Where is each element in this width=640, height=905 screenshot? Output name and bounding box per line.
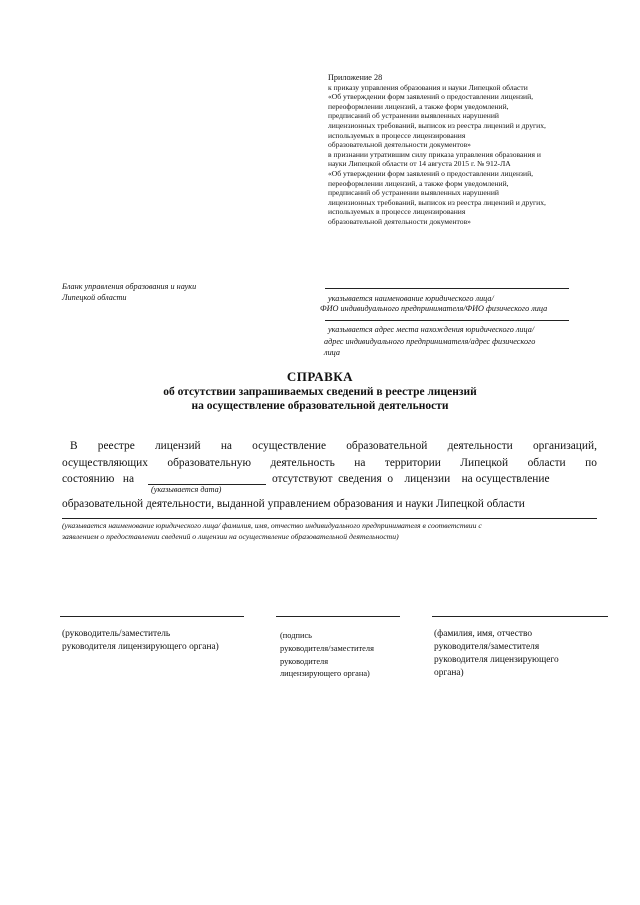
body-line-3-tail	[272, 472, 597, 486]
appendix-line: предписаний об устранении выявленных нарушений	[328, 188, 499, 198]
date-hint: (указывается дата)	[151, 485, 222, 494]
body-text-as-of: состоянию на	[62, 473, 135, 485]
recipient-name-hint-2: ФИО индивидуального предпринимателя/ФИО физического лица	[320, 304, 548, 313]
recipient-address-hint-2: адрес индивидуального предпринимателя/адрес физического	[324, 337, 536, 346]
body-word: осуществляющих	[62, 457, 148, 469]
signature-line-name	[432, 616, 608, 617]
appendix-line: используемых в процессе лицензирования	[328, 130, 466, 140]
appendix-line: в признании утратившим силу приказа управления образования и	[328, 149, 541, 159]
body-word: образовательной	[346, 440, 428, 452]
appendix-line: переоформлении лицензий, а также форм уведомлений,	[328, 101, 509, 111]
appendix-line: лицензионных требований, выписок из реестра лицензий и других,	[328, 120, 546, 130]
caption-line: руководителя лицензирующего	[434, 655, 559, 665]
caption-line: (руководитель/заместитель	[62, 629, 171, 639]
document-subtitle-2: на осуществление образовательной деятельности	[191, 400, 449, 412]
body-word: осуществление	[252, 440, 327, 452]
signature-line-sign	[276, 616, 400, 617]
body-text-no-info: отсутствуют сведения о лицензии на осуществление	[272, 473, 550, 485]
organization-hint-1: (указывается наименование юридического лица/ фамилия, имя, отчество индивидуального предпринимателя в соответствии с	[62, 521, 482, 530]
signature-line-position	[60, 616, 244, 617]
organization-fill-line	[62, 518, 597, 519]
body-word: деятельности	[447, 440, 513, 452]
caption-line: органа)	[434, 668, 464, 678]
body-word: деятельность	[270, 457, 335, 469]
signature-caption-position	[62, 628, 219, 654]
body-word: реестре	[97, 440, 135, 452]
recipient-name-line	[325, 288, 569, 289]
appendix-line: образовательной деятельности документов»	[328, 216, 471, 226]
body-word: территории	[384, 457, 441, 469]
signature-caption-name	[434, 628, 559, 680]
organization-hint-2: заявлением о предоставлении сведений о лицензии на осуществление образовательной деятельности)	[62, 532, 399, 541]
body-word: на	[354, 457, 366, 469]
body-line-1	[62, 439, 597, 453]
appendix-line: «Об утверждении форм заявлений о предоставлении лицензий,	[328, 92, 534, 102]
appendix-line: Приложение 28	[328, 73, 383, 82]
document-title: СПРАВКА	[286, 369, 354, 384]
recipient-address-hint-3: лица	[324, 348, 340, 357]
body-word: Липецкой	[460, 457, 509, 469]
appendix-line: используемых в процессе лицензирования	[328, 207, 466, 217]
caption-line: руководителя лицензирующего органа)	[62, 642, 219, 652]
appendix-line: к приказу управления образования и науки Липецкой области	[328, 82, 528, 92]
recipient-address-hint-1: указывается адрес места нахождения юридического лица/	[328, 325, 535, 334]
caption-line: (подпись	[280, 631, 312, 640]
body-line-4: образовательной деятельности, выданной управлением образования и науки Липецкой области	[62, 498, 525, 510]
body-word: организаций,	[532, 440, 597, 452]
body-word: на	[220, 440, 232, 452]
body-word: лицензий	[154, 440, 201, 452]
body-word: по	[585, 457, 597, 469]
document-subtitle-1: об отсутствии запрашиваемых сведений в реестре лицензий	[163, 386, 477, 398]
appendix-block	[328, 73, 588, 227]
recipient-name-hint-1: указывается наименование юридического лица/	[328, 294, 494, 303]
caption-line: лицензирующего органа)	[280, 669, 370, 679]
body-word: образовательную	[167, 457, 251, 469]
appendix-line: науки Липецкой области от 14 августа 2015 г. № 912-ЛА	[328, 159, 511, 169]
appendix-line: образовательной деятельности документов»	[328, 140, 471, 150]
appendix-line: лицензионных требований, выписок из реестра лицензий и других,	[328, 197, 546, 207]
body-word: области	[527, 457, 566, 469]
body-word: В	[70, 440, 78, 452]
signature-caption-sign	[280, 630, 374, 681]
appendix-line: переоформлении лицензий, а также форм уведомлений,	[328, 178, 509, 188]
caption-line: руководителя/заместителя	[434, 642, 540, 652]
appendix-line: «Об утверждении форм заявлений о предоставлении лицензий,	[328, 168, 534, 178]
caption-line: руководителя/заместителя	[280, 643, 374, 653]
appendix-line: предписаний об устранении выявленных нарушений	[328, 111, 499, 121]
letterhead-line-1: Бланк управления образования и науки	[62, 282, 197, 291]
body-line-2	[62, 456, 597, 470]
letterhead-line-2: Липецкой области	[62, 292, 127, 302]
letterhead-placeholder	[62, 282, 196, 303]
caption-line: руководителя	[280, 656, 329, 666]
caption-line: (фамилия, имя, отчество	[434, 629, 533, 639]
recipient-address-line	[325, 320, 569, 321]
